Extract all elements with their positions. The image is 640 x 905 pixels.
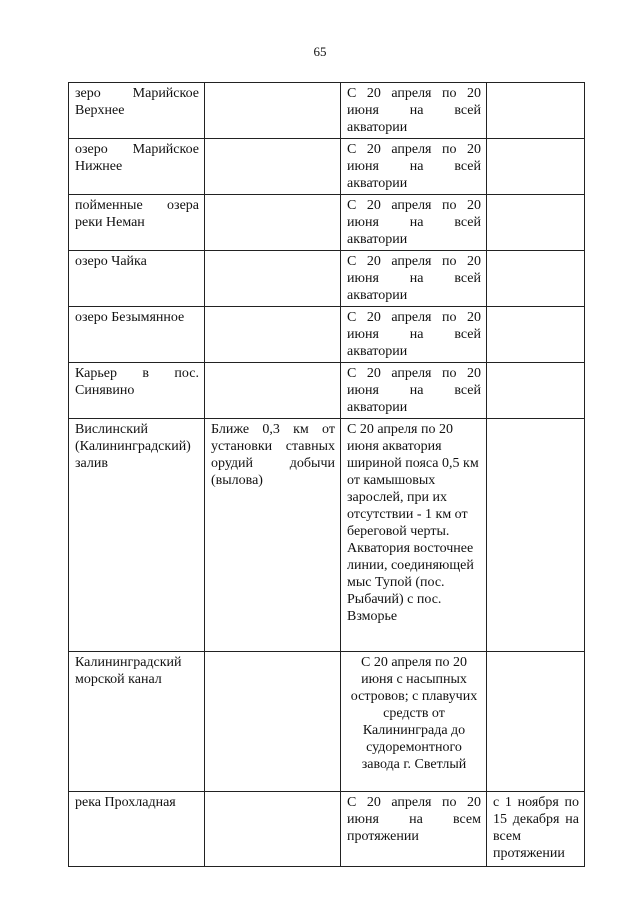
table-row (69, 251, 585, 307)
restriction-period-cell: С 20 апреля по 20 июня с насыпных островов; с плавучих средств от Калининграда до судоремонтного завода г. Светлый (341, 652, 487, 792)
table-row (69, 307, 585, 363)
water-body-cell: река Прохладная (69, 792, 205, 867)
water-body-cell: озеро Безымянное (69, 307, 205, 363)
additional-period-cell (487, 307, 585, 363)
restriction-period-cell: С 20 апреля по 20 июня на всей акватории (341, 139, 487, 195)
water-body-cell: зеро Марийское Верхнее (69, 83, 205, 139)
additional-period-cell (487, 419, 585, 652)
additional-period-cell (487, 652, 585, 792)
additional-period-cell (487, 251, 585, 307)
restriction-period-cell: С 20 апреля по 20 июня на всей акватории (341, 195, 487, 251)
fishing-tool-cell (205, 792, 341, 867)
table-row (69, 419, 585, 652)
additional-period-cell (487, 195, 585, 251)
restriction-period-cell: С 20 апреля по 20 июня на всей акватории (341, 363, 487, 419)
water-body-cell: озеро Марийское Нижнее (69, 139, 205, 195)
table-row (69, 139, 585, 195)
table-row (69, 652, 585, 792)
fishing-tool-cell (205, 251, 341, 307)
page-number: 65 (313, 44, 327, 59)
water-body-cell: Калининградский морской канал (69, 652, 205, 792)
additional-period-cell: с 1 ноября по 15 декабря на всем протяжении (487, 792, 585, 867)
water-body-cell: пойменные озера реки Неман (69, 195, 205, 251)
restriction-period-cell: С 20 апреля по 20 июня на всем протяжении (341, 792, 487, 867)
fishing-tool-cell (205, 83, 341, 139)
fishing-tool-cell (205, 139, 341, 195)
water-body-cell: озеро Чайка (69, 251, 205, 307)
restriction-period-cell: С 20 апреля по 20 июня на всей акватории (341, 83, 487, 139)
fishing-tool-cell (205, 195, 341, 251)
additional-period-cell (487, 139, 585, 195)
restrictions-table (68, 82, 585, 867)
water-body-cell: Вислинский (Калининградский) залив (69, 419, 205, 652)
table-row (69, 792, 585, 867)
table-row (69, 83, 585, 139)
fishing-tool-cell: Ближе 0,3 км от установки ставных орудий добычи (вылова) (205, 419, 341, 652)
water-body-cell: Карьер в пос. Синявино (69, 363, 205, 419)
fishing-tool-cell (205, 363, 341, 419)
restriction-period-cell: С 20 апреля по 20 июня на всей акватории (341, 251, 487, 307)
additional-period-cell (487, 83, 585, 139)
restriction-period-cell: С 20 апреля по 20 июня на всей акватории (341, 307, 487, 363)
restriction-period-cell: С 20 апреля по 20 июня акватория шириной пояса 0,5 км от камышовых зарослей, при их отсутствии - 1 км от береговой черты. Акватория восточнее линии, соединяющей мыс Тупой (пос. Рыбачий) с пос. Взморье (341, 419, 487, 652)
table-row (69, 363, 585, 419)
fishing-tool-cell (205, 307, 341, 363)
table-row (69, 195, 585, 251)
fishing-tool-cell (205, 652, 341, 792)
additional-period-cell (487, 363, 585, 419)
